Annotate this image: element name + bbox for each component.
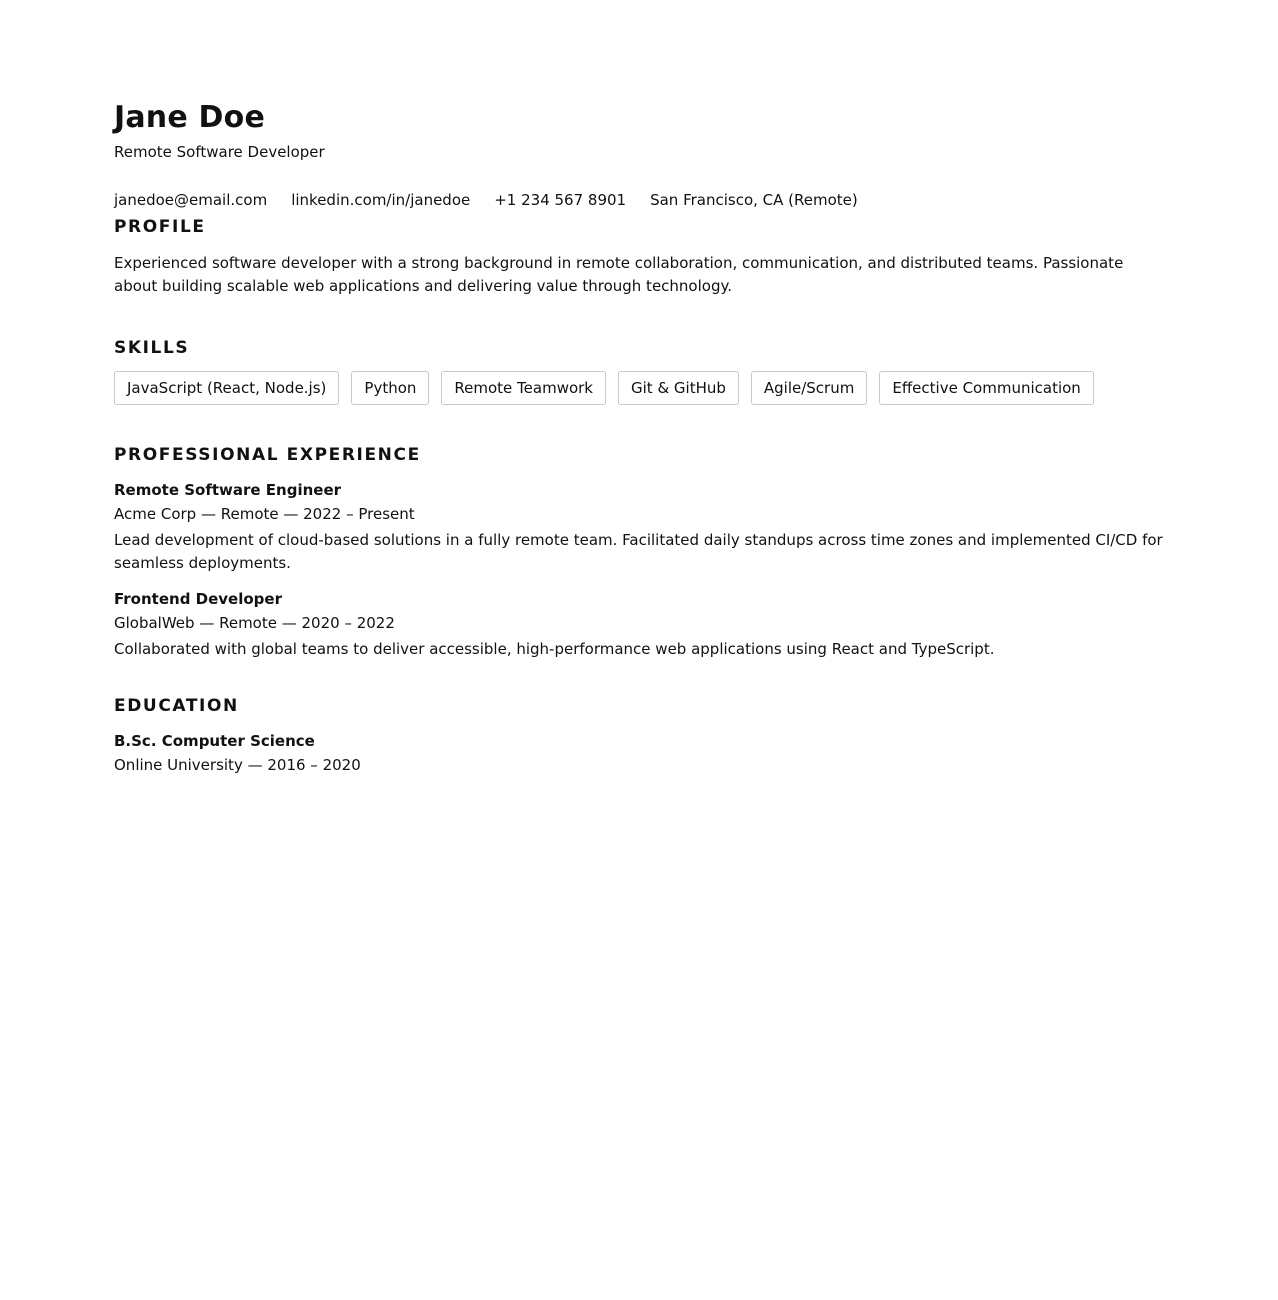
profile-section	[114, 214, 1164, 298]
skill-badge: Python	[351, 371, 429, 405]
education-meta: Online University — 2016 – 2020	[114, 756, 361, 774]
contact-email: janedoe@email.com	[114, 191, 268, 209]
job-entry	[114, 587, 1164, 661]
education-section	[114, 693, 1164, 777]
skill-badge: Agile/Scrum	[751, 371, 867, 405]
degree-title: B.Sc. Computer Science	[114, 732, 315, 750]
resume-header	[114, 98, 1164, 212]
education-entry	[114, 729, 1164, 777]
job-entry	[114, 478, 1164, 575]
contact-location: San Francisco, CA (Remote)	[650, 191, 858, 209]
candidate-name: Jane Doe	[114, 100, 266, 135]
experience-heading: PROFESSIONAL EXPERIENCE	[114, 445, 421, 465]
job-title: Remote Software Engineer	[114, 481, 342, 499]
skills-section	[114, 335, 1164, 405]
contact-linkedin: linkedin.com/in/janedoe	[291, 191, 471, 209]
experience-section	[114, 442, 1164, 661]
job-meta: GlobalWeb — Remote — 2020 – 2022	[114, 614, 395, 632]
skills-heading: SKILLS	[114, 338, 190, 358]
skill-badge: Effective Communication	[879, 371, 1093, 405]
profile-text: Experienced software developer with a strong background in remote collaboration, communication, and distributed teams. Passionate about building scalable web applications and delivering value through technology.	[114, 254, 1124, 295]
contact-phone: +1 234 567 8901	[494, 191, 627, 209]
job-description: Lead development of cloud-based solutions in a fully remote team. Facilitated daily standups across time zones and implemented CI/CD for seamless deployments.	[114, 531, 1163, 572]
education-heading: EDUCATION	[114, 696, 239, 716]
job-meta: Acme Corp — Remote — 2022 – Present	[114, 505, 415, 523]
contact-row	[114, 188, 1164, 212]
skill-badge: JavaScript (React, Node.js)	[114, 371, 339, 405]
profile-heading: PROFILE	[114, 217, 206, 237]
job-description: Collaborated with global teams to deliver accessible, high-performance web applications using React and TypeScript.	[114, 640, 995, 658]
job-title: Frontend Developer	[114, 590, 282, 608]
skills-list	[114, 371, 1164, 405]
candidate-title: Remote Software Developer	[114, 143, 325, 161]
skill-badge: Git & GitHub	[618, 371, 739, 405]
skill-badge: Remote Teamwork	[441, 371, 606, 405]
